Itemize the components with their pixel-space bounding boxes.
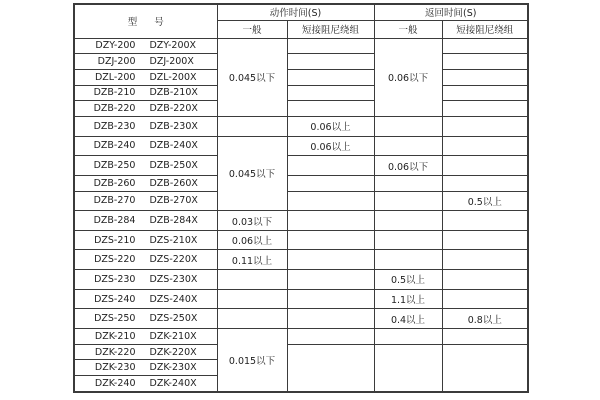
value-cell (442, 175, 528, 191)
model-cell (74, 85, 217, 101)
value-cell (442, 101, 528, 117)
header-action-time: 动作时间(S) (217, 4, 374, 20)
value-cell (374, 191, 442, 211)
table-row (74, 54, 528, 70)
value-cell (287, 175, 374, 191)
model-name: DZK-240 (94, 378, 136, 390)
model-name: DZB-230 (93, 120, 136, 132)
value-cell (374, 211, 442, 231)
value-cell (442, 211, 528, 231)
spec-table-header (74, 4, 528, 38)
value-cell: 0.015以下 (217, 328, 287, 392)
value-cell (287, 69, 374, 85)
model-cell (74, 309, 217, 329)
value-cell (217, 309, 287, 329)
value-cell (287, 54, 374, 70)
value-cell (287, 211, 374, 231)
table-row (74, 117, 528, 137)
value-cell (287, 270, 374, 290)
model-name: DZB-240X (149, 140, 198, 152)
model-name: DZJ-200 (97, 56, 136, 68)
model-name: DZK-240X (149, 378, 197, 390)
value-cell (287, 289, 374, 309)
model-name: DZB-284 (93, 215, 136, 227)
model-name: DZB-260 (93, 177, 136, 189)
value-cell (442, 156, 528, 176)
value-cell (217, 117, 287, 137)
value-cell (217, 289, 287, 309)
value-cell: 0.06以下 (374, 38, 442, 117)
model-name: DZS-250X (149, 313, 198, 325)
model-cell (74, 328, 217, 344)
table-row (74, 191, 528, 211)
value-cell: 0.03以下 (217, 211, 287, 231)
value-cell (442, 270, 528, 290)
model-cell (74, 101, 217, 117)
value-cell (287, 191, 374, 211)
value-cell (442, 54, 528, 70)
value-cell (217, 270, 287, 290)
model-name: DZB-270 (93, 195, 136, 207)
value-cell (287, 328, 374, 344)
model-name: DZY-200X (149, 40, 197, 52)
table-row (74, 309, 528, 329)
value-cell: 0.06以上 (217, 230, 287, 250)
value-cell (442, 136, 528, 156)
header-return-damping: 短接阻尼绕组 (442, 20, 528, 38)
model-name: DZY-200 (95, 40, 136, 52)
header-action-damping: 短接阻尼绕组 (287, 20, 374, 38)
model-name: DZB-210X (149, 87, 198, 99)
value-cell (374, 230, 442, 250)
value-cell (287, 309, 374, 329)
model-name: DZJ-200X (149, 56, 194, 68)
model-cell (74, 211, 217, 231)
model-name: DZS-230 (94, 273, 136, 285)
value-cell (374, 328, 442, 344)
value-cell (287, 250, 374, 270)
model-name: DZB-220X (149, 103, 198, 115)
model-name: DZL-200X (149, 71, 197, 83)
model-name: DZB-284X (149, 215, 198, 227)
spec-table (73, 3, 529, 393)
model-name: DZB-270X (149, 195, 198, 207)
table-row (74, 101, 528, 117)
value-cell (442, 344, 528, 392)
model-cell (74, 250, 217, 270)
model-name: DZB-260X (149, 177, 198, 189)
value-cell (374, 136, 442, 156)
model-cell (74, 230, 217, 250)
model-cell (74, 360, 217, 376)
value-cell: 0.045以下 (217, 136, 287, 211)
table-row (74, 211, 528, 231)
model-name: DZB-220 (93, 103, 136, 115)
header-return-time: 返回时间(S) (374, 4, 528, 20)
value-cell: 0.4以上 (374, 309, 442, 329)
value-cell: 0.06以下 (374, 156, 442, 176)
model-name: DZS-210X (149, 234, 198, 246)
value-cell (287, 230, 374, 250)
table-row (74, 136, 528, 156)
table-row (74, 69, 528, 85)
table-row (74, 270, 528, 290)
model-name: DZS-240X (149, 293, 198, 305)
model-name: DZS-250 (94, 313, 136, 325)
model-cell (74, 175, 217, 191)
model-cell (74, 376, 217, 392)
value-cell (442, 289, 528, 309)
model-cell (74, 117, 217, 137)
model-name: DZS-240 (94, 293, 136, 305)
spec-table-body (74, 38, 528, 392)
model-cell (74, 289, 217, 309)
value-cell (374, 117, 442, 137)
table-row (74, 175, 528, 191)
model-cell (74, 69, 217, 85)
value-cell (374, 344, 442, 392)
model-cell (74, 136, 217, 156)
model-name: DZS-210 (94, 234, 136, 246)
table-row (74, 156, 528, 176)
model-name: DZB-250 (93, 160, 136, 172)
table-row (74, 344, 528, 360)
value-cell (442, 85, 528, 101)
header-model: 型 号 (74, 4, 217, 38)
model-cell (74, 156, 217, 176)
table-row (74, 85, 528, 101)
value-cell (374, 175, 442, 191)
value-cell (442, 38, 528, 54)
table-row (74, 230, 528, 250)
value-cell (374, 250, 442, 270)
table-row (74, 289, 528, 309)
value-cell (442, 230, 528, 250)
model-name: DZK-210 (94, 330, 136, 342)
value-cell (287, 101, 374, 117)
value-cell (442, 69, 528, 85)
model-cell (74, 54, 217, 70)
value-cell (442, 328, 528, 344)
model-name: DZB-230X (149, 120, 198, 132)
model-cell (74, 191, 217, 211)
model-name: DZB-250X (149, 160, 198, 172)
value-cell: 0.5以上 (374, 270, 442, 290)
value-cell (287, 85, 374, 101)
model-name: DZB-210 (93, 87, 136, 99)
model-name: DZS-230X (149, 273, 198, 285)
model-name: DZK-230X (149, 362, 197, 374)
value-cell: 0.045以下 (217, 38, 287, 117)
model-name: DZK-210X (149, 330, 197, 342)
value-cell (287, 156, 374, 176)
value-cell: 0.06以上 (287, 136, 374, 156)
model-cell (74, 270, 217, 290)
table-row (74, 328, 528, 344)
value-cell: 1.1以上 (374, 289, 442, 309)
model-name: DZK-220X (149, 346, 197, 358)
model-name: DZS-220X (149, 254, 198, 266)
value-cell (442, 117, 528, 137)
value-cell: 0.06以上 (287, 117, 374, 137)
model-name: DZK-220 (94, 346, 136, 358)
header-row-groups (74, 4, 528, 20)
value-cell (287, 344, 374, 392)
value-cell: 0.11以上 (217, 250, 287, 270)
table-row (74, 38, 528, 54)
header-action-general: 一般 (217, 20, 287, 38)
value-cell: 0.5以上 (442, 191, 528, 211)
model-name: DZB-240 (93, 140, 136, 152)
model-cell (74, 344, 217, 360)
value-cell (442, 250, 528, 270)
model-cell (74, 38, 217, 54)
header-return-general: 一般 (374, 20, 442, 38)
model-name: DZL-200 (94, 71, 136, 83)
value-cell: 0.8以上 (442, 309, 528, 329)
model-name: DZS-220 (94, 254, 136, 266)
table-row (74, 250, 528, 270)
value-cell (287, 38, 374, 54)
model-name: DZK-230 (94, 362, 136, 374)
